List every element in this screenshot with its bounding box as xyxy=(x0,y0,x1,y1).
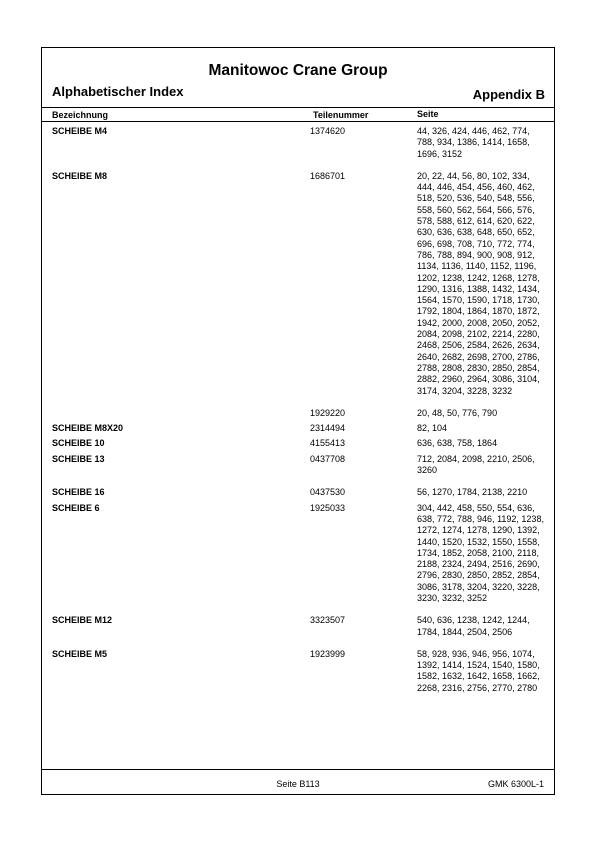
company-title: Manitowoc Crane Group xyxy=(208,62,388,79)
row-part-number: 2314494 xyxy=(310,423,346,434)
row-pages: 82, 104 xyxy=(417,423,448,434)
row-part-number: 1374620 xyxy=(310,126,346,136)
row-part-number: 0437708 xyxy=(310,453,346,464)
row-pages: 44, 326, 424, 446, 462, 774, 788, 934, 1386, 1414, 1658, 1696, 3152 xyxy=(417,126,530,159)
model-label: GMK 6300L-1 xyxy=(487,779,544,789)
row-name: SCHEIBE M8 xyxy=(52,170,108,181)
page-number: Seite B113 xyxy=(276,779,320,789)
table-row xyxy=(41,487,555,498)
table-row xyxy=(41,438,555,449)
row-pages: 540, 636, 1238, 1242, 1244, 1784, 1844, 2504, 2506 xyxy=(417,615,530,637)
row-name: SCHEIBE M12 xyxy=(52,615,113,626)
index-title: Alphabetischer Index xyxy=(52,84,184,99)
row-part-number: 4155413 xyxy=(310,438,346,449)
header-divider xyxy=(41,107,555,108)
table-row xyxy=(41,126,555,160)
table-row xyxy=(41,171,555,397)
row-name: SCHEIBE 6 xyxy=(52,502,100,513)
row-part-number: 1923999 xyxy=(310,648,346,659)
table-row xyxy=(41,408,555,419)
row-pages: 712, 2084, 2098, 2210, 2506, 3260 xyxy=(417,453,535,476)
row-pages: 56, 1270, 1784, 2138, 2210 xyxy=(417,487,528,498)
column-header-part: Teilenummer xyxy=(313,110,369,120)
row-part-number: 1925033 xyxy=(310,502,346,513)
row-name: SCHEIBE 10 xyxy=(52,438,105,449)
table-row xyxy=(41,454,555,477)
row-pages: 20, 48, 50, 776, 790 xyxy=(417,407,498,418)
row-pages: 20, 22, 44, 56, 80, 102, 334, 444, 446, 454, 456, 460, 462, 518, 520, 536, 540, 548, 556, 558, 560, 562, 564, 566, 576, 578, 588, 612, 614, 620, 622, 630, 636, 638, 648, 650, 652, 696, 698, 708, 710, 772, 774, 786, 788, 894, 900, 908, 912, 1134, 1136, 1140, 1152, 1196, 1202, 1238, 1242, 1268, 1278, 1290, 1316, 1388, 1432, 1434, 1564, 1570, 1590, 1718, 1730, 1792, 1804, 1864, 1870, 1872, 1942, 2000, 2008, 2050, 2052, 2084, 2098, 2102, 2214, 2280, 2468, 2506, 2584, 2626, 2634, 2640, 2682, 2698, 2700, 2786, 2788, 2808, 2830, 2850, 2854, 2882, 2960, 2964, 3086, 3104, 3174, 3204, 3228, 3232 xyxy=(417,170,540,396)
row-part-number: 1929220 xyxy=(310,407,346,418)
row-name: SCHEIBE M5 xyxy=(52,648,108,659)
appendix-label: Appendix B xyxy=(472,87,545,102)
row-part-number: 0437530 xyxy=(310,487,346,498)
column-header-divider xyxy=(41,121,555,122)
column-header-name: Bezeichnung xyxy=(52,110,109,120)
table-row xyxy=(41,649,555,694)
table-row xyxy=(41,615,555,638)
row-pages: 636, 638, 758, 1864 xyxy=(417,438,498,449)
row-pages: 58, 928, 936, 946, 956, 1074, 1392, 1414, 1524, 1540, 1580, 1582, 1632, 1642, 1658, 1662, 2268, 2316, 2756, 2770, 2780 xyxy=(417,648,540,693)
row-name: SCHEIBE M4 xyxy=(52,126,108,136)
table-row xyxy=(41,503,555,605)
row-part-number: 1686701 xyxy=(310,170,346,181)
footer-divider xyxy=(41,769,555,770)
row-pages: 304, 442, 458, 550, 554, 636, 638, 772, 788, 946, 1192, 1238, 1272, 1274, 1278, 1290, 1392, 1440, 1520, 1532, 1550, 1558, 1734, 1852, 2058, 2100, 2118, 2188, 2324, 2494, 2516, 2690, 2796, 2830, 2850, 2852, 2854, 3086, 3178, 3204, 3220, 3228, 3230, 3232, 3252 xyxy=(417,502,544,603)
index-table xyxy=(41,126,555,694)
row-name: SCHEIBE 13 xyxy=(52,453,105,464)
row-part-number: 3323507 xyxy=(310,615,346,626)
table-row xyxy=(41,423,555,434)
column-header-pages: Seite xyxy=(417,109,439,119)
row-name: SCHEIBE 16 xyxy=(52,487,105,498)
row-name: SCHEIBE M8X20 xyxy=(52,423,124,434)
